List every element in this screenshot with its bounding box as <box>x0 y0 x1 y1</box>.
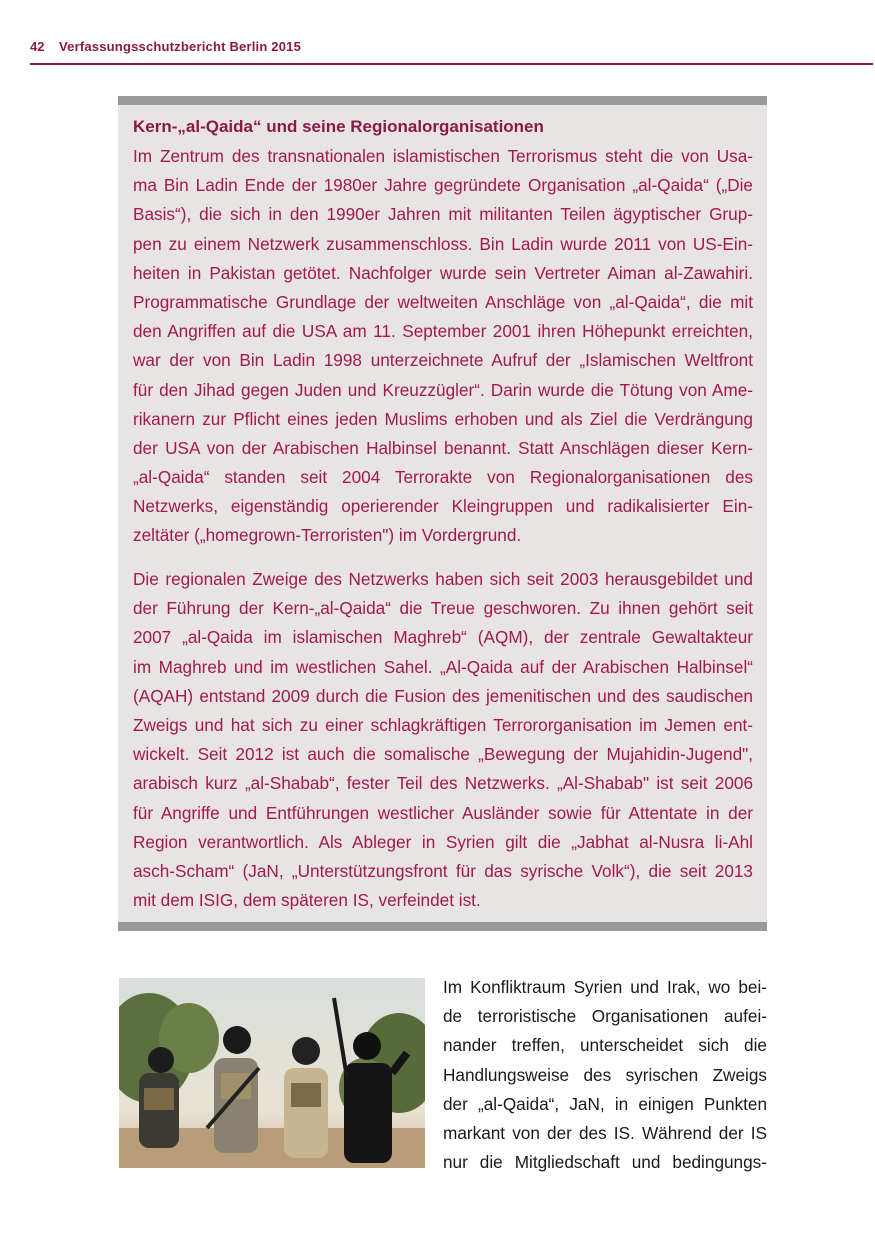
infobox-bottom-rule <box>118 922 767 931</box>
text-line: asch-Scham“ (JaN, „Unterstützungsfront für das syrische Volk“), die seit 2013 <box>133 860 753 881</box>
text-line: der „al-Qaida“, JaN, in einigen Punkten <box>443 1093 767 1114</box>
infobox-paragraph-2 <box>133 565 753 915</box>
text-line: für den Jihad gegen Juden und Kreuzzügler“. Darin wurde die Tötung von Ame- <box>133 379 753 400</box>
text-line: der Führung der Kern-„al-Qaida“ die Treue geschworen. Zu ihnen gehört seit <box>133 598 753 619</box>
text-line: rikanern zur Pflicht eines jeden Muslims erhoben und als Ziel die Verdrängung <box>133 408 753 429</box>
page-number: 42 <box>30 39 45 54</box>
text-line: Die regionalen Zweige des Netzwerks haben sich seit 2003 herausgebildet und <box>133 569 753 589</box>
header-title: Verfassungsschutzbericht Berlin 2015 <box>59 39 302 54</box>
text-line: arabisch kurz „al-Shabab“, fester Teil des Netzwerks. „Al-Shabab" ist seit 2006 <box>133 773 753 794</box>
infobox-title: Kern-„al-Qaida“ und seine Regionalorganisationen <box>133 117 544 136</box>
text-line: den Angriffen auf die USA am 11. September 2001 ihren Höhepunkt erreichten, <box>133 321 753 342</box>
text-line: wickelt. Seit 2012 ist auch die somalische „Bewegung der Mujahidin-Jugend", <box>133 744 753 765</box>
text-line: Handlungsweise des syrischen Zweigs <box>443 1064 767 1085</box>
text-line: heiten in Pakistan getötet. Nachfolger wurde sein Vertreter Aiman al-Zawahiri. <box>133 262 753 283</box>
running-header <box>30 39 873 65</box>
infobox-top-rule <box>118 96 767 105</box>
text-line: ma Bin Ladin Ende der 1980er Jahre gegründete Organisation „al-Qaida“ („Die <box>133 175 753 196</box>
text-line: der USA von der Arabischen Halbinsel benannt. Statt Anschlägen dieser Kern- <box>133 437 753 458</box>
text-line: nander treffen, unterscheidet sich die <box>443 1035 767 1056</box>
text-line: Basis“), die sich in den 1990er Jahren mit militanten Teilen ägyptischer Grup- <box>133 204 753 225</box>
text-line: markant von der des IS. Während der IS <box>443 1122 767 1143</box>
fighters-photo <box>119 978 425 1168</box>
text-line: de terroristische Organisationen aufei- <box>443 1006 767 1027</box>
text-line: Im Zentrum des transnationalen islamistischen Terrorismus steht die von Usa- <box>133 146 753 166</box>
text-line: (AQAH) entstand 2009 durch die Fusion des jemenitischen und des saudischen <box>133 685 753 706</box>
text-line: mit dem ISIG, dem späteren IS, verfeindet ist. <box>133 890 481 911</box>
infobox-paragraph-1 <box>133 142 753 551</box>
text-line: für Angriffe und Entführungen westlicher Ausländer sowie für Attentate in der <box>133 802 753 823</box>
infobox <box>118 96 767 931</box>
text-line: nur die Mitgliedschaft und bedingungs- <box>443 1152 767 1173</box>
fighters-photo-illustration <box>119 978 425 1168</box>
text-line: Zweigs und hat sich zu einer schlagkräftigen Terrororganisation im Jemen ent- <box>133 714 753 735</box>
text-line: Netzwerks, eigenständig operierender Kleingruppen und radikalisierter Ein- <box>133 496 753 517</box>
text-line: „al-Qaida“ standen seit 2004 Terrorakte von Regionalorganisationen des <box>133 467 753 488</box>
text-line: zeltäter („homegrown-Terroristen") im Vordergrund. <box>133 525 522 546</box>
text-line: Region verantwortlich. Als Ableger in Syrien gilt die „Jabhat al-Nusra li-Ahl <box>133 831 753 852</box>
text-line: im Maghreb und im westlichen Sahel. „Al-Qaida auf der Arabischen Halbinsel“ <box>133 656 753 677</box>
text-line: Programmatische Grundlage der weltweiten Anschläge von „al-Qaida“, die mit <box>133 291 753 312</box>
text-line: war der von Bin Ladin 1998 unterzeichnete Aufruf der „Islamischen Weltfront <box>133 350 753 371</box>
text-line: pen zu einem Netzwerk zusammenschloss. Bin Ladin wurde 2011 von US-Ein- <box>133 233 753 254</box>
text-line: 2007 „al-Qaida im islamischen Maghreb“ (AQM), der zentrale Gewaltakteur <box>133 627 753 648</box>
text-line: Im Konfliktraum Syrien und Irak, wo bei- <box>443 977 767 997</box>
body-paragraph <box>443 973 767 1177</box>
